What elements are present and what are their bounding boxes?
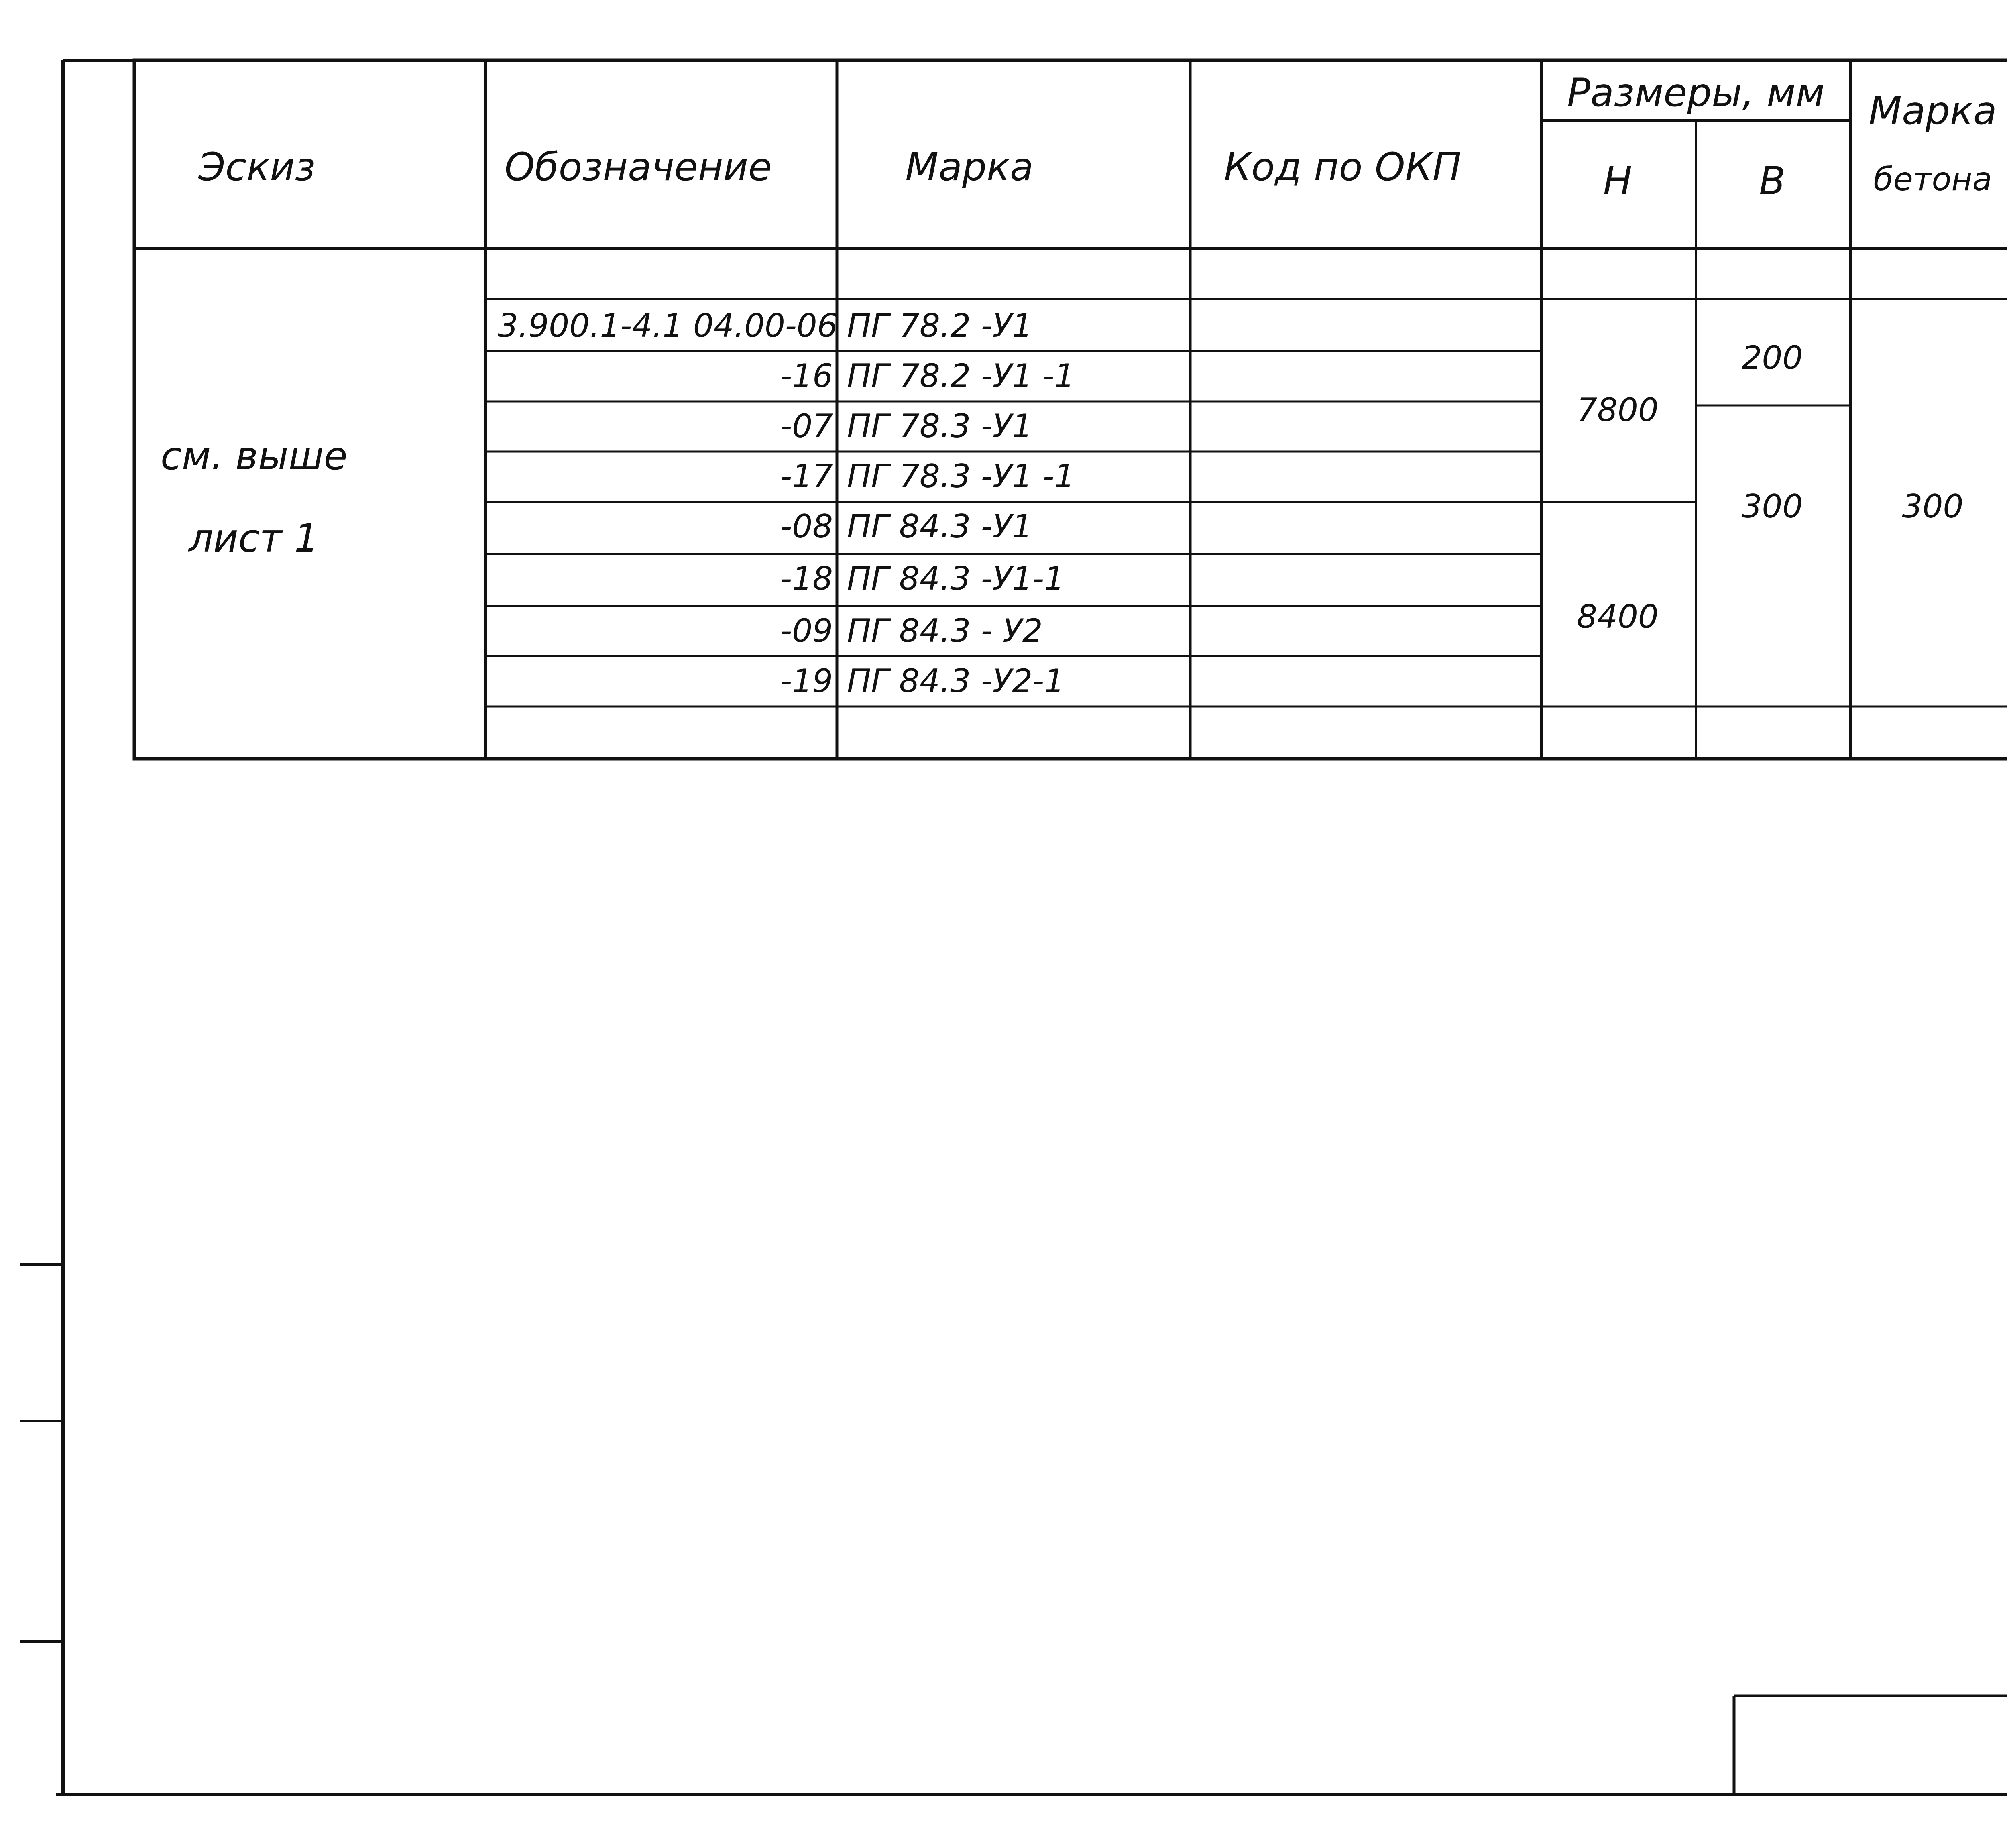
header-sketch: Эскиз: [198, 145, 316, 189]
concrete-grade-300: 300: [1902, 488, 1964, 525]
designation-row-6: -18: [780, 560, 833, 597]
height-8400: 8400: [1577, 598, 1659, 635]
designation-row-1: 3.900.1-4.1 04.00-06: [498, 307, 838, 344]
header-dim-b: В: [1759, 159, 1785, 204]
header-designation: Обозначение: [504, 145, 772, 189]
sketch-note-line1: см. выше: [161, 434, 348, 478]
designation-row-2: -16: [780, 357, 833, 395]
header-concrete-grade-line2: бетона: [1873, 161, 1992, 198]
mark-row-8: ПГ 84.3 -У2-1: [847, 662, 1065, 700]
mark-row-4: ПГ 78.3 -У1 -1: [847, 458, 1075, 495]
designation-row-8: -19: [780, 662, 833, 700]
mark-row-1: ПГ 78.2 -У1: [847, 307, 1033, 344]
designation-row-4: -17: [780, 458, 833, 495]
header-concrete-grade-line1: Марка: [1869, 88, 1997, 133]
height-7800: 7800: [1577, 391, 1659, 429]
mark-row-3: ПГ 78.3 -У1: [847, 407, 1033, 445]
sketch-note-line2: лист 1: [189, 516, 319, 561]
width-300: 300: [1741, 488, 1803, 525]
mark-row-6: ПГ 84.3 -У1-1: [847, 560, 1065, 597]
designation-row-7: -09: [780, 612, 833, 649]
width-200: 200: [1741, 339, 1803, 377]
header-mark: Марка: [905, 145, 1034, 189]
mark-row-5: ПГ 84.3 -У1: [847, 508, 1033, 545]
header-dim-h: Н: [1603, 159, 1632, 204]
header-okp-code: Код по ОКП: [1224, 145, 1461, 189]
mark-row-2: ПГ 78.2 -У1 -1: [847, 357, 1075, 395]
designation-row-5: -08: [780, 508, 833, 545]
mark-row-7: ПГ 84.3 - У2: [847, 612, 1043, 649]
designation-row-3: -07: [780, 407, 833, 445]
header-dimensions: Размеры, мм: [1567, 70, 1825, 115]
